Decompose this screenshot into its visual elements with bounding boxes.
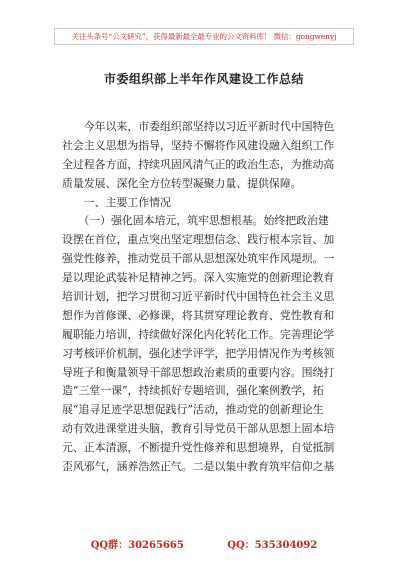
paragraph-line: 是以理论武装补足精神之钙。深入实施党的创新理论教育 bbox=[62, 271, 335, 285]
paragraph-line: 造“三堂一课”，持续抓好专题培训，强化案例教学，拓 bbox=[62, 384, 324, 398]
paragraph-line: 习考核评价机制，强化述学评学，把学用情况作为考核领 bbox=[62, 346, 335, 360]
paragraph-line: 导班子和衡量领导干部思想政治素质的重要内容。围绕打 bbox=[62, 365, 335, 379]
paragraph-line: 社会主义思想为指导，坚持不懈将作风建设融入组织工作 bbox=[62, 138, 335, 152]
paragraph-line: （一）强化固本培元，筑牢思想根基。始终把政治建 bbox=[62, 214, 329, 228]
document-title: 市委组织部上半年作风建设工作总结 bbox=[103, 72, 304, 86]
document-body bbox=[62, 118, 348, 477]
paragraph-line: 质量发展、深化全方位转型凝聚力量、提供保障。 bbox=[62, 176, 302, 190]
header-banner: 关注头条号“公文研究”，获得最新最全最专业的公文资料库！ 微信：gongwenyj bbox=[54, 28, 354, 45]
paragraph-line: 履职能力培训，持续做好深化内化转化工作。完善理论学 bbox=[62, 327, 335, 341]
paragraph-line: 想作为首修课、必修课，将其贯穿理论教育、党性教育和 bbox=[62, 308, 335, 322]
paragraph-line: 培训计划，把学习贯彻习近平新时代中国特色社会主义思 bbox=[62, 290, 335, 304]
paragraph-line: 动有效进课堂进头脑，教育引导党员干部从思想上固本培 bbox=[62, 422, 335, 436]
qq-group-text: QQ群：30265665 bbox=[90, 540, 184, 551]
section-heading: 一、主要工作情况 bbox=[62, 195, 171, 209]
qq-number-text: QQ：535304092 bbox=[227, 540, 318, 551]
paragraph-line: 展“追寻足迹学思想促践行”活动，推动党的创新理论生 bbox=[62, 403, 324, 417]
paragraph-line: 今年以来，市委组织部坚持以习近平新时代中国特色 bbox=[62, 120, 335, 133]
paragraph-line: 全过程各方面，持续巩固风清气正的政治生态，为推动高 bbox=[62, 157, 335, 171]
paragraph-line: 歪风邪气，涵养浩然正气。二是以集中教育筑牢信仰之基 bbox=[62, 460, 335, 474]
footer-contact bbox=[0, 536, 408, 551]
paragraph-line: 设摆在首位，重点突出坚定理想信念、践行根本宗旨、加 bbox=[62, 233, 335, 247]
paragraph-line: 元、正本清源，不断提升党性修养和思想境界，自觉抵制 bbox=[62, 441, 335, 455]
paragraph-line: 强党性修养，推动党员干部从思想深处筑牢作风堤坝。一 bbox=[62, 252, 335, 266]
